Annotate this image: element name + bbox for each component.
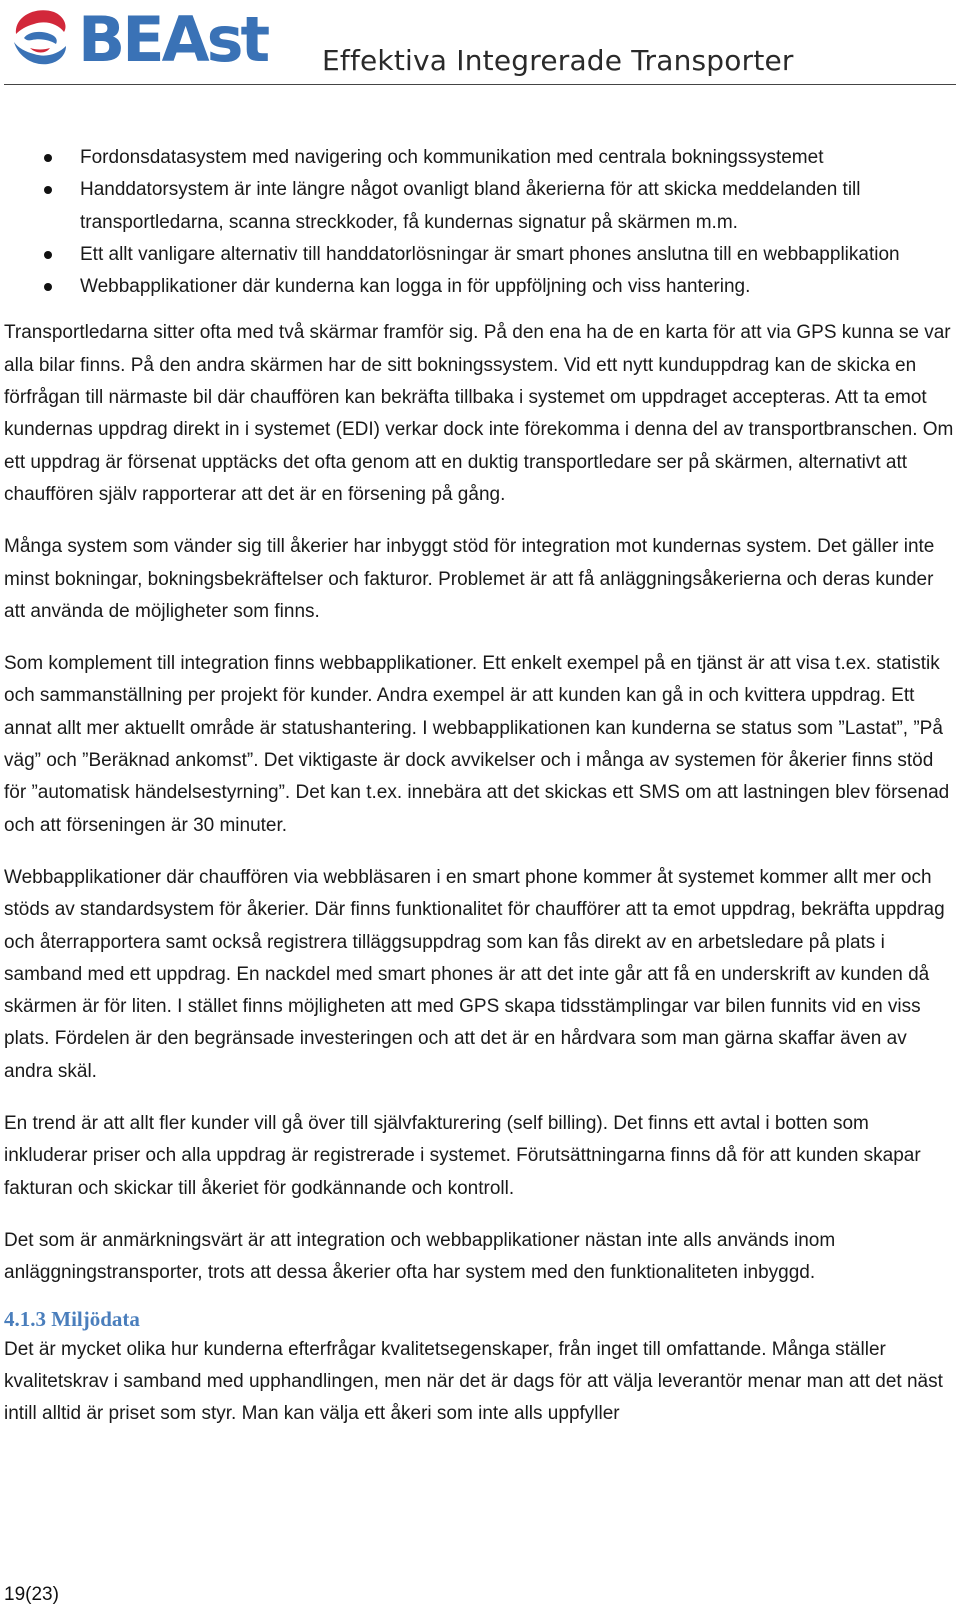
section-paragraph: Det är mycket olika hur kunderna efterfrågar kvalitetsegenskaper, från inget till omfattande. Många ställer kvalitetskrav i samband med upphandlingen, men när det är dags för att välja leverantör menar man att det näst intill alltid är priset som styr. Man kan välja ett åkeri som inte alls uppfyller — [4, 1338, 943, 1425]
bullet-icon — [44, 251, 52, 259]
paragraph: Många system som vänder sig till åkerier har inbyggt stöd för integration mot kundernas system. Det gäller inte minst bokningar, bokningsbekräftelser och fakturor. Problemet är att få anläggningsåkerierna och deras kunder att använda de möjligheter som finns. — [4, 536, 935, 622]
paragraph: Webbapplikationer där chauffören via webbläsaren i en smart phone kommer åt systemet kommer allt mer och stöds av standardsystem för åkerier. Där finns funktionalitet för chaufförer att ta emot uppdrag, bekräfta uppdrag och återrapportera samt också registrera tilläggsuppdrag som kan fås direkt av en arbetsledare på plats i samband med ett uppdrag. En nackdel med smart phones är att det inte går att få en underskrift av kunden då skärmen är för liten. I stället finns möjligheten att med GPS skapa tidsstämplingar var bilen funnits vid en viss plats. Fördelen är den begränsade investeringen och att det är en hårdvara som man gärna skaffar även av andra skäl. — [4, 866, 945, 1082]
bullet-icon — [44, 283, 52, 291]
header-divider — [4, 84, 956, 85]
bullet-list — [4, 142, 956, 303]
beast-logo — [6, 4, 271, 76]
paragraph: Det som är anmärkningsvärt är att integration och webbapplikationer nästan inte alls används inom anläggningstransporter, trots att dessa åkerier ofta har system med den funktionaliteten inbyggd. — [4, 1229, 836, 1284]
list-item-text: Ett allt vanligare alternativ till handdatorlösningar är smart phones anslutna till en webbapplikation — [80, 243, 900, 265]
list-item — [4, 142, 956, 174]
paragraph: En trend är att allt fler kunder vill gå över till självfakturering (self billing). Det finns ett avtal i botten som inkluderar priser och alla uppdrag är registrerade i systemet. Förutsättningarna finns då för att kunden skapar fakturan och skickar till åkeriet för godkännande och kontroll. — [4, 1113, 921, 1199]
swirl-logo-icon — [6, 4, 76, 74]
document-body — [4, 142, 956, 1430]
page-number: 19(23) — [4, 1584, 59, 1605]
bullet-icon — [44, 186, 52, 194]
list-item-text: Handdatorsystem är inte längre något ovanligt bland åkerierna för att skicka meddelanden till transportledarna, scanna streckkoder, få kundernas signatur på skärmen m.m. — [80, 179, 861, 233]
list-item — [4, 174, 956, 239]
list-item — [4, 239, 956, 271]
paragraph: Transportledarna sitter ofta med två skärmar framför sig. På den ena ha de en karta för att via GPS kunna se var alla bilar finns. På den andra skärmen har de sitt bokningssystem. Vid ett nytt kunduppdrag kan de skicka en förfrågan till närmaste bil där chauffören kan bekräfta tillbaka i systemet om uppdraget accepteras. Att ta emot kundernas uppdrag direkt in i systemet (EDI) verkar dock inte förekomma i denna del av transportbranschen. Om ett uppdrag är försenat upptäcks det ofta genom att en duktig transportledare ser på skärmen, alternativt att chauffören själv rapporterar att det är en försening på gång. — [4, 322, 954, 505]
header-title: Effektiva Integrerade Transporter — [322, 44, 794, 77]
page-header — [0, 0, 960, 90]
list-item-text: Webbapplikationer där kunderna kan logga in för uppföljning och viss hantering. — [80, 276, 751, 298]
bullet-icon — [44, 154, 52, 162]
list-item — [4, 271, 956, 303]
paragraph: Som komplement till integration finns webbapplikationer. Ett enkelt exempel på en tjänst är att visa t.ex. statistik och sammanställning per projekt för kunder. Andra exempel är att kunden kan gå in och kvittera uppdrag. Ett annat allt mer aktuellt område är statushantering. I webbapplikationen kan kunderna se status som ”Lastat”, ”På väg” och ”Beräknad ankomst”. Det viktigaste är dock avvikelser och i många av systemen för åkerier finns stöd för ”automatisk händelsestyrning”. Det kan t.ex. innebära att det skickas ett SMS om att lastningen blev försenad och att förseningen är 30 minuter. — [4, 653, 950, 836]
section-heading: 4.1.3 Miljödata — [4, 1306, 140, 1331]
logo-wordmark: BEAst — [78, 3, 268, 76]
list-item-text: Fordonsdatasystem med navigering och kommunikation med centrala bokningssystemet — [80, 147, 824, 168]
